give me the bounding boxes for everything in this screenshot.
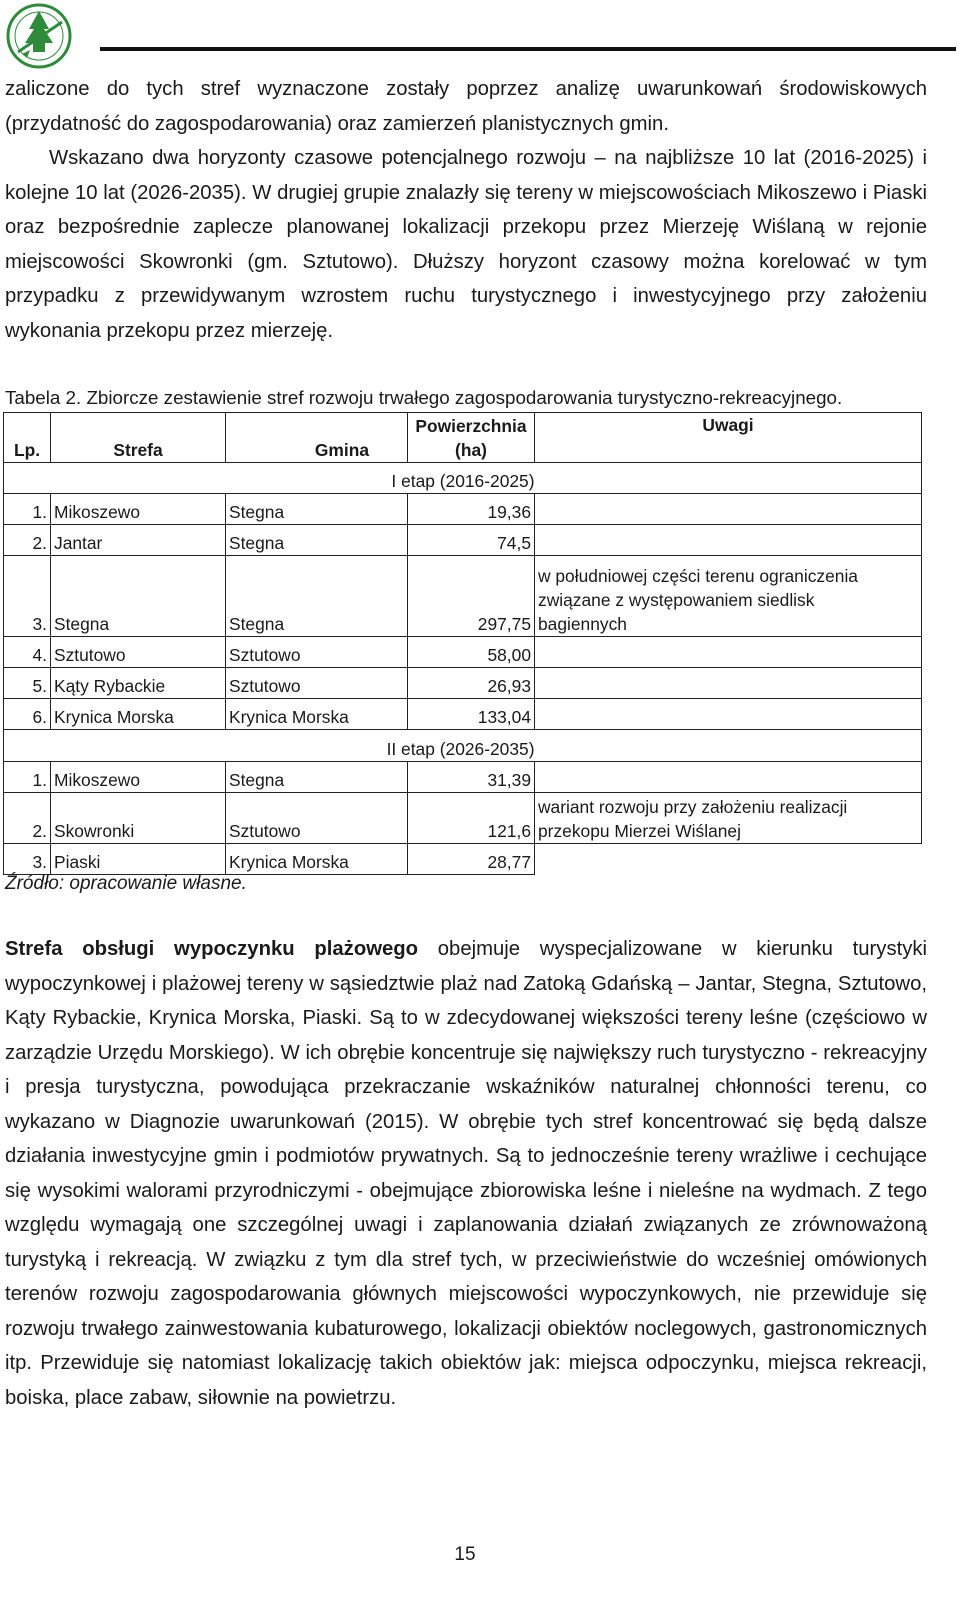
table-row [4,844,922,875]
cell-lp: 1. [4,494,51,525]
table-row [4,793,922,844]
cell-strefa: Piaski [51,844,226,875]
cell-powierzchnia: 19,36 [408,494,535,525]
cell-uwagi [535,525,922,556]
header-lp: Lp. [4,413,51,463]
table-row [4,556,922,637]
cell-uwagi [535,637,922,668]
cell-gmina: Sztutowo [226,668,408,699]
cell-strefa: Jantar [51,525,226,556]
table-row [4,668,922,699]
cell-strefa: Mikoszewo [51,762,226,793]
stage-2-spacer [535,730,922,762]
cell-lp: 1. [4,762,51,793]
cell-uwagi [535,668,922,699]
paragraph-2-text: Wskazano dwa horyzonty czasowe potencjalnego rozwoju – na najbliższe 10 lat (2016-2025) i kolejne 10 lat (2026-2035). W drugiej grupie znalazły się tereny w miejscowościach Mikoszewo i Piaski oraz bezpośrednie zaplecze planowanej lokalizacji przekopu przez Mierzeję Wiślaną w rejonie miejscowości Skowronki (gm. Sztutowo). Dłuższy horyzont czasowy można korelować w tym przypadku z przewidywanym wzrostem ruchu turystycznego i inwestycyjnego przy założeniu wykonania przekopu przez mierzeję. [5,147,927,342]
cell-gmina: Stegna [226,762,408,793]
header-rule [100,47,956,51]
header-gmina: Gmina [226,413,408,463]
header-uwagi: Uwagi [535,413,922,463]
cell-gmina: Sztutowo [226,637,408,668]
cell-strefa: Mikoszewo [51,494,226,525]
cell-uwagi [535,844,922,875]
cell-lp: 5. [4,668,51,699]
paragraph-3-lead: Strefa obsługi wypoczynku plażowego [5,938,419,960]
table-row [4,762,922,793]
cell-lp: 6. [4,699,51,730]
cell-gmina: Stegna [226,556,408,637]
stage-1-spacer [535,463,922,494]
source-note: Źródło: opracowanie własne. [5,873,247,894]
table-row [4,699,922,730]
paragraph-3-text: obejmuje wyspecjalizowane w kierunku turystyki wypoczynkowej i plażowej tereny w sąsiedztwie plaż nad Zatoką Gdańską – Jantar, Stegna, Sztutowo, Kąty Rybackie, Krynica Morska, Piaski. Są to w zdecydowanej większości tereny leśne (częściowo w zarządzie Urzędu Morskiego). W ich obrębie koncentruje się największy ruch turystyczno - rekreacyjny i presja turystyczna, powodująca przekraczanie wskaźników naturalnej chłonności terenu, co wykazano w Diagnozie uwarunkowań (2015). W obrębie tych stref koncentrować się będą dalsze działania inwestycyjne gmin i podmiotów prywatnych. Są to jednocześnie tereny wrażliwe i cechujące się wysokimi walorami przyrodniczymi - obejmujące zbiorowiska leśne i nieleśne na wydmach. Z tego względu wymagają one szczególnej uwagi i zaplanowania działań związanych ze zrównoważoną turystyką i rekreacją. W związku z tym dla stref tych, w przeciwieństwie do wcześniej omówionych terenów rozwoju zagospodarowania głównych miejscowości wypoczynkowych, nie przewiduje się rozwoju trwałego zainwestowania kubaturowego, lokalizacji obiektów noclegowych, gastronomicznych itp. Przewiduje się natomiast lokalizację takich obiektów jak: miejsca odpoczynku, miejsca rekreacji, boiska, place zabaw, siłownie na powietrzu. [5,938,928,1409]
page-number: 15 [454,1544,476,1565]
cell-uwagi [535,699,922,730]
cell-gmina: Stegna [226,525,408,556]
cell-gmina: Stegna [226,494,408,525]
cell-uwagi: w południowej części terenu ograniczenia związane z występowaniem siedlisk bagiennych [535,556,922,637]
table-header-row [4,413,922,463]
cell-powierzchnia: 28,77 [408,844,535,875]
cell-strefa: Skowronki [51,793,226,844]
beach-zone-paragraph [5,932,927,1415]
header-strefa: Strefa [51,413,226,463]
cell-lp: 2. [4,525,51,556]
table-caption: Tabela 2. Zbiorcze zestawienie stref rozwoju trwałego zagospodarowania turystyczno-rekreacyjnego. [5,387,843,408]
cell-strefa: Stegna [51,556,226,637]
stage-2-label: II etap (2026-2035) [4,730,535,762]
table-row [4,494,922,525]
cell-uwagi [535,762,922,793]
cell-gmina: Sztutowo [226,793,408,844]
cell-strefa: Kąty Rybackie [51,668,226,699]
cell-lp: 2. [4,793,51,844]
cell-strefa: Sztutowo [51,637,226,668]
cell-powierzchnia: 121,6 [408,793,535,844]
cell-gmina: Krynica Morska [226,844,408,875]
table-row [4,637,922,668]
paragraph-1-text: zaliczone do tych stref wyznaczone zostały poprzez analizę uwarunkowań środowiskowych (przydatność do zagospodarowania) oraz zamierzeń planistycznych gmin. [5,78,927,135]
cell-powierzchnia: 58,00 [408,637,535,668]
cell-powierzchnia: 133,04 [408,699,535,730]
cell-powierzchnia: 297,75 [408,556,535,637]
cell-lp: 3. [4,556,51,637]
intro-paragraph [5,72,927,348]
cell-lp: 3. [4,844,51,875]
cell-strefa: Krynica Morska [51,699,226,730]
cell-lp: 4. [4,637,51,668]
cell-powierzchnia: 26,93 [408,668,535,699]
header-powierzchnia: Powierzchnia (ha) [408,413,535,463]
cell-powierzchnia: 31,39 [408,762,535,793]
table-row [4,525,922,556]
cell-uwagi: wariant rozwoju przy założeniu realizacji przekopu Mierzei Wiślanej [535,793,922,844]
stage-1-label: I etap (2016-2025) [4,463,535,494]
logo-emblem [4,2,74,70]
stage-row [4,463,922,494]
stage-row [4,730,922,762]
cell-powierzchnia: 74,5 [408,525,535,556]
cell-gmina: Krynica Morska [226,699,408,730]
zones-table [3,412,922,875]
cell-uwagi [535,494,922,525]
forest-tree-emblem-icon [4,2,74,70]
